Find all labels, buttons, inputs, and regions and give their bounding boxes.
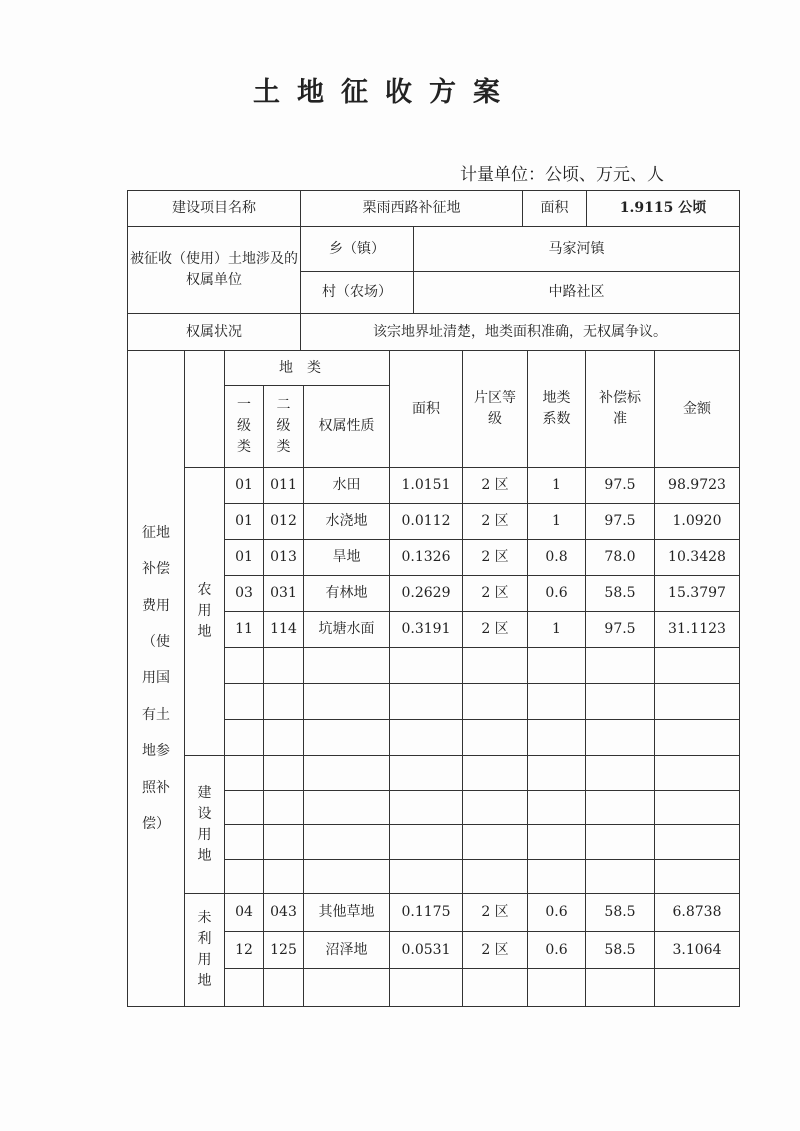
cell-area: 0.0112	[390, 504, 463, 540]
cell-level2-code: 012	[264, 504, 304, 540]
cell-zone	[463, 720, 528, 756]
cell-standard: 58.5	[586, 931, 655, 969]
header-area: 面积	[390, 351, 463, 468]
cell-amount: 31.1123	[655, 612, 740, 648]
cell-standard: 97.5	[586, 612, 655, 648]
header-level1: 一级类	[225, 386, 264, 468]
cell-level2-code	[264, 756, 304, 791]
cell-area: 0.3191	[390, 612, 463, 648]
cell-standard	[586, 790, 655, 825]
cell-level2-code: 011	[264, 468, 304, 504]
ownership-status-label: 权属状况	[128, 314, 301, 351]
cell-amount	[655, 825, 740, 860]
cell-standard: 58.5	[586, 576, 655, 612]
cell-coef	[528, 859, 586, 894]
ownership-status-value: 该宗地界址清楚，地类面积准确，无权属争议。	[301, 314, 740, 351]
cell-zone: 2 区	[463, 931, 528, 969]
cell-area: 1.0151	[390, 468, 463, 504]
cell-zone	[463, 859, 528, 894]
table-row	[128, 468, 740, 504]
cell-amount	[655, 756, 740, 791]
cell-coef: 1	[528, 468, 586, 504]
cell-area	[390, 720, 463, 756]
project-info-table	[127, 190, 740, 351]
cell-coef	[528, 684, 586, 720]
cell-area	[390, 790, 463, 825]
cell-level1-code: 11	[225, 612, 264, 648]
cell-zone: 2 区	[463, 468, 528, 504]
cell-standard	[586, 825, 655, 860]
cell-amount	[655, 790, 740, 825]
cell-standard: 97.5	[586, 504, 655, 540]
project-name-label: 建设项目名称	[128, 191, 301, 227]
cell-level2-code	[264, 720, 304, 756]
cell-coef: 1	[528, 612, 586, 648]
cell-zone	[463, 790, 528, 825]
cell-standard: 58.5	[586, 894, 655, 932]
cell-level2-code	[264, 684, 304, 720]
cell-ownership-type	[304, 684, 390, 720]
cell-coef: 0.6	[528, 931, 586, 969]
cell-amount: 3.1064	[655, 931, 740, 969]
cell-standard	[586, 969, 655, 1007]
cell-level2-code: 013	[264, 540, 304, 576]
town-label: 乡（镇）	[301, 227, 414, 272]
cell-area	[390, 969, 463, 1007]
cell-level2-code	[264, 648, 304, 684]
cell-coef: 0.6	[528, 894, 586, 932]
cell-coef: 0.6	[528, 576, 586, 612]
cell-level1-code	[225, 859, 264, 894]
cell-area	[390, 684, 463, 720]
unit-note: 计量单位：公顷、万元、人	[460, 165, 664, 185]
document-title: 土地征收方案	[253, 77, 517, 108]
cell-amount	[655, 859, 740, 894]
cell-ownership-type	[304, 756, 390, 791]
cell-area: 0.1175	[390, 894, 463, 932]
header-coef: 地类系数	[528, 351, 586, 468]
cell-zone	[463, 756, 528, 791]
compensation-table	[127, 350, 740, 1007]
project-area: 1.9115 公顷	[587, 191, 740, 227]
cell-ownership-type: 其他草地	[304, 894, 390, 932]
cell-level2-code: 031	[264, 576, 304, 612]
cell-level1-code	[225, 684, 264, 720]
cell-standard	[586, 720, 655, 756]
cell-ownership-type	[304, 859, 390, 894]
cell-standard: 97.5	[586, 468, 655, 504]
cell-coef	[528, 756, 586, 791]
cell-ownership-type: 有林地	[304, 576, 390, 612]
cell-level1-code: 01	[225, 504, 264, 540]
cell-standard	[586, 859, 655, 894]
cell-zone	[463, 969, 528, 1007]
cell-level1-code: 04	[225, 894, 264, 932]
header-land-type: 地类	[225, 351, 390, 386]
cell-coef	[528, 720, 586, 756]
cell-standard	[586, 648, 655, 684]
cell-coef	[528, 969, 586, 1007]
header-level2: 二级类	[264, 386, 304, 468]
cell-zone: 2 区	[463, 894, 528, 932]
cell-ownership-type: 沼泽地	[304, 931, 390, 969]
cell-ownership-type	[304, 825, 390, 860]
cell-level1-code: 01	[225, 540, 264, 576]
cell-level2-code	[264, 790, 304, 825]
cell-amount: 6.8738	[655, 894, 740, 932]
cell-level2-code	[264, 825, 304, 860]
cell-coef	[528, 648, 586, 684]
cell-level1-code	[225, 969, 264, 1007]
cell-zone	[463, 825, 528, 860]
header-standard: 补偿标准	[586, 351, 655, 468]
cell-area: 0.2629	[390, 576, 463, 612]
cell-area: 0.1326	[390, 540, 463, 576]
cell-zone: 2 区	[463, 504, 528, 540]
cell-level1-code	[225, 648, 264, 684]
village-value: 中路社区	[414, 272, 740, 314]
cell-level2-code	[264, 859, 304, 894]
cell-level1-code	[225, 790, 264, 825]
area-label: 面积	[523, 191, 587, 227]
cell-amount: 15.3797	[655, 576, 740, 612]
cell-coef: 1	[528, 504, 586, 540]
cell-level1-code	[225, 756, 264, 791]
cell-standard: 78.0	[586, 540, 655, 576]
cell-area	[390, 756, 463, 791]
cell-area	[390, 648, 463, 684]
cell-level2-code: 043	[264, 894, 304, 932]
cell-amount: 1.0920	[655, 504, 740, 540]
cell-ownership-type: 坑塘水面	[304, 612, 390, 648]
table-row	[128, 894, 740, 932]
header-blank	[185, 351, 225, 468]
cell-ownership-type	[304, 969, 390, 1007]
ownership-unit-label: 被征收（使用）土地涉及的权属单位	[128, 227, 301, 314]
cell-level1-code	[225, 720, 264, 756]
cell-amount	[655, 684, 740, 720]
cell-level2-code: 125	[264, 931, 304, 969]
header-amount: 金额	[655, 351, 740, 468]
land-group-label: 建设用地	[185, 756, 225, 894]
cell-ownership-type	[304, 720, 390, 756]
cell-level1-code: 12	[225, 931, 264, 969]
cell-coef	[528, 825, 586, 860]
cell-level1-code	[225, 825, 264, 860]
cell-level1-code: 01	[225, 468, 264, 504]
cell-ownership-type	[304, 648, 390, 684]
cell-amount	[655, 648, 740, 684]
cell-zone: 2 区	[463, 540, 528, 576]
header-ownership: 权属性质	[304, 386, 390, 468]
cell-area	[390, 825, 463, 860]
cell-zone: 2 区	[463, 612, 528, 648]
cell-standard	[586, 684, 655, 720]
header-zone: 片区等级	[463, 351, 528, 468]
cell-level2-code: 114	[264, 612, 304, 648]
cell-amount	[655, 720, 740, 756]
cell-standard	[586, 756, 655, 791]
cell-zone	[463, 648, 528, 684]
cell-zone	[463, 684, 528, 720]
cell-amount: 98.9723	[655, 468, 740, 504]
village-label: 村（农场）	[301, 272, 414, 314]
cell-area	[390, 859, 463, 894]
cell-area: 0.0531	[390, 931, 463, 969]
cell-ownership-type	[304, 790, 390, 825]
land-group-label: 农用地	[185, 468, 225, 756]
cell-ownership-type: 旱地	[304, 540, 390, 576]
cell-level2-code	[264, 969, 304, 1007]
cell-amount: 10.3428	[655, 540, 740, 576]
town-value: 马家河镇	[414, 227, 740, 272]
compensation-section-label: 征地补偿费用（使用国有土地参照补偿）	[128, 351, 185, 1007]
table-row	[128, 756, 740, 791]
cell-ownership-type: 水田	[304, 468, 390, 504]
cell-ownership-type: 水浇地	[304, 504, 390, 540]
cell-coef: 0.8	[528, 540, 586, 576]
cell-amount	[655, 969, 740, 1007]
land-group-label: 未利用地	[185, 894, 225, 1007]
cell-coef	[528, 790, 586, 825]
cell-zone: 2 区	[463, 576, 528, 612]
project-name: 栗雨西路补征地	[301, 191, 523, 227]
cell-level1-code: 03	[225, 576, 264, 612]
